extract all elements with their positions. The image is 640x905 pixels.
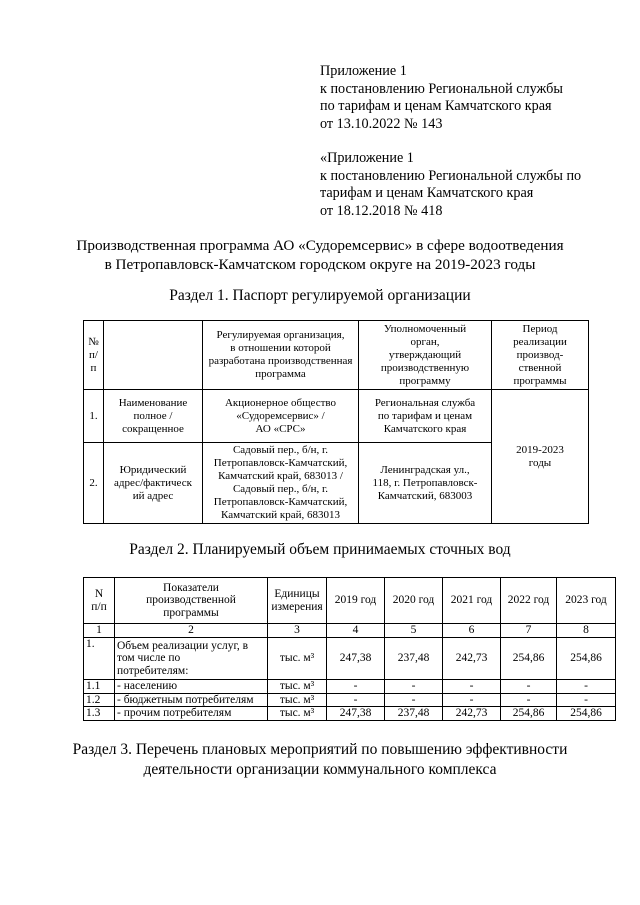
row1-authority <box>359 390 492 443</box>
row-value: 254,86 <box>557 707 616 721</box>
cell-line: производственной <box>146 594 236 607</box>
row-value: 247,38 <box>327 707 385 721</box>
row1-org <box>203 390 359 443</box>
appendix-line: от 18.12.2018 № 418 <box>320 202 443 219</box>
cell-line: разработана производственная <box>208 355 353 367</box>
cell-line: измерения <box>271 600 323 613</box>
cell-line: N <box>94 588 104 600</box>
cell-line: программы <box>513 374 567 387</box>
cell-line: Показатели <box>163 581 219 594</box>
row-value: - <box>501 693 557 707</box>
row-value: - <box>327 680 385 694</box>
row1-num: 1. <box>84 390 104 443</box>
cell-line: Период <box>522 322 558 335</box>
appendix-line: от 13.10.2022 № 143 <box>320 115 443 132</box>
hdr-num <box>84 321 104 390</box>
appendix-line: к постановлению Региональной службы <box>320 80 563 97</box>
cell-line: Уполномоченный <box>383 322 467 335</box>
appendix-original <box>320 150 581 220</box>
cell-line: Регулируемая организация, <box>216 329 345 341</box>
cell-line: ий адрес <box>132 489 174 502</box>
cell-line: сокращенное <box>122 422 184 435</box>
row2-org <box>203 443 359 524</box>
cell-line: годы <box>528 456 552 469</box>
row1-name <box>104 390 203 443</box>
row2-name <box>104 443 203 524</box>
row-value: - <box>443 680 501 694</box>
cell-line: реализации <box>513 335 567 348</box>
cell-line: Камчатский край, 683013 <box>221 509 340 521</box>
cell-line: 118, г. Петропавловск- <box>372 476 478 489</box>
appendix-line: «Приложение 1 <box>320 150 414 166</box>
row-unit: тыс. м³ <box>268 638 327 680</box>
cell-line: Объем реализации услуг, в <box>117 639 249 652</box>
row-unit: тыс. м³ <box>268 680 327 694</box>
cell-line: - населению <box>117 680 178 692</box>
program-title-line2: в Петропавловск-Камчатском городском округе на 2019-2023 годы <box>104 256 536 273</box>
cell-line: - прочим потребителям <box>117 707 232 719</box>
cell-line: Петропавловск-Камчатский, <box>213 496 348 508</box>
cell-line: Садовый пер., б/н, г. <box>232 444 329 456</box>
col-number: 6 <box>443 624 501 638</box>
passport-table <box>83 320 589 524</box>
cell-line: 2019-2023 <box>516 443 564 456</box>
row-value: - <box>385 680 443 694</box>
table-row <box>84 707 616 721</box>
hdr-period <box>492 321 589 390</box>
cell-line: потребителям: <box>117 664 189 677</box>
cell-line: Петропавловск-Камчатский, <box>213 457 348 469</box>
cell-line: п/п <box>91 600 107 613</box>
row-value: - <box>443 693 501 707</box>
section3-title-line2: деятельности организации коммунального комплекса <box>143 761 497 778</box>
cell-line: Акционерное общество <box>224 396 336 409</box>
row-value: 237,48 <box>385 638 443 680</box>
row-num: 1.1 <box>84 680 115 694</box>
hdr-name <box>104 321 203 390</box>
row2-authority <box>359 443 492 524</box>
appendix-current <box>320 63 563 133</box>
cell-line: п <box>90 361 97 374</box>
cell-line: п/ <box>89 348 98 361</box>
section3-title-line1: Раздел 3. Перечень плановых мероприятий по повышению эффективности <box>72 741 568 758</box>
cell-line: «Судоремсервис» / <box>236 409 325 422</box>
row-value: 242,73 <box>443 707 501 721</box>
cell-line: утверждающий <box>388 348 462 361</box>
cell-line: № <box>88 335 99 348</box>
appendix-line: по тарифам и ценам Камчатского края <box>320 98 552 114</box>
cell-line: Региональная служба <box>374 396 476 409</box>
cell-line: АО «СРС» <box>255 422 306 435</box>
vol-hdr-num <box>84 578 115 624</box>
cell-line: программу <box>399 374 451 387</box>
section1-title: Раздел 1. Паспорт регулируемой организации <box>169 287 471 304</box>
cell-line: Единицы <box>274 588 320 600</box>
vol-hdr-year: 2021 год <box>443 578 501 624</box>
row-num: 1.3 <box>84 707 115 721</box>
row-label <box>115 680 268 694</box>
table-row <box>84 680 616 694</box>
cell-line: Ленинградская ул., <box>380 463 470 476</box>
vol-hdr-year: 2019 год <box>327 578 385 624</box>
cell-line: программа <box>255 368 306 380</box>
table-row <box>84 638 616 680</box>
col-number: 5 <box>385 624 443 638</box>
row-value: - <box>327 693 385 707</box>
cell-line: том числе по <box>117 652 181 665</box>
cell-line: Юридический <box>119 463 187 476</box>
col-number: 7 <box>501 624 557 638</box>
row-num: 1. <box>84 638 115 680</box>
row-label <box>115 707 268 721</box>
row2-num: 2. <box>84 443 104 524</box>
period-cell <box>492 390 589 524</box>
table-row <box>84 693 616 707</box>
cell-line: Наименование <box>118 396 188 409</box>
row-value: - <box>501 680 557 694</box>
appendix-line: к постановлению Региональной службы по <box>320 167 582 184</box>
volume-table <box>83 577 616 721</box>
col-number: 3 <box>268 624 327 638</box>
cell-line: ственной <box>518 361 562 374</box>
row-num: 1.2 <box>84 693 115 707</box>
row-unit: тыс. м³ <box>268 707 327 721</box>
row-value: - <box>557 680 616 694</box>
cell-line: производственную <box>380 361 470 374</box>
cell-line: Камчатский, 683003 <box>377 489 473 502</box>
cell-line: Садовый пер., б/н, г. <box>232 483 329 495</box>
appendix-line: тарифам и ценам Камчатского края <box>320 185 534 201</box>
row-unit: тыс. м³ <box>268 693 327 707</box>
vol-hdr-year: 2023 год <box>557 578 616 624</box>
cell-line: программы <box>163 606 219 619</box>
cell-line: производ- <box>516 348 564 361</box>
col-number: 1 <box>84 624 115 638</box>
appendix-line: Приложение 1 <box>320 63 407 79</box>
cell-line: Камчатский край, 683013 / <box>218 470 343 482</box>
row-label <box>115 638 268 680</box>
row-label <box>115 693 268 707</box>
row-value: 237,48 <box>385 707 443 721</box>
cell-line: орган, <box>410 335 440 348</box>
vol-hdr-year: 2022 год <box>501 578 557 624</box>
column-number-row <box>84 624 616 638</box>
section2-title: Раздел 2. Планируемый объем принимаемых сточных вод <box>129 541 511 558</box>
program-title-line1: Производственная программа АО «Судоремсервис» в сфере водоотведения <box>76 237 564 254</box>
vol-hdr-year: 2020 год <box>385 578 443 624</box>
row-value: - <box>557 693 616 707</box>
col-number: 2 <box>115 624 268 638</box>
row-value: - <box>385 693 443 707</box>
cell-line: полное / <box>133 409 173 422</box>
hdr-org <box>203 321 359 390</box>
row-value: 254,86 <box>501 638 557 680</box>
cell-line: в отношении которой <box>230 342 331 354</box>
volume-header-row <box>84 578 616 624</box>
row-value: 254,86 <box>501 707 557 721</box>
hdr-authority <box>359 321 492 390</box>
cell-line: по тарифам и ценам <box>377 409 473 422</box>
cell-line: адрес/фактическ <box>114 476 192 489</box>
row-value: 242,73 <box>443 638 501 680</box>
row-value: 247,38 <box>327 638 385 680</box>
col-number: 4 <box>327 624 385 638</box>
vol-hdr-unit <box>268 578 327 624</box>
col-number: 8 <box>557 624 616 638</box>
cell-line: - бюджетным потребителям <box>117 693 254 706</box>
row-value: 254,86 <box>557 638 616 680</box>
cell-line: Камчатского края <box>383 422 467 435</box>
vol-hdr-indicator <box>115 578 268 624</box>
